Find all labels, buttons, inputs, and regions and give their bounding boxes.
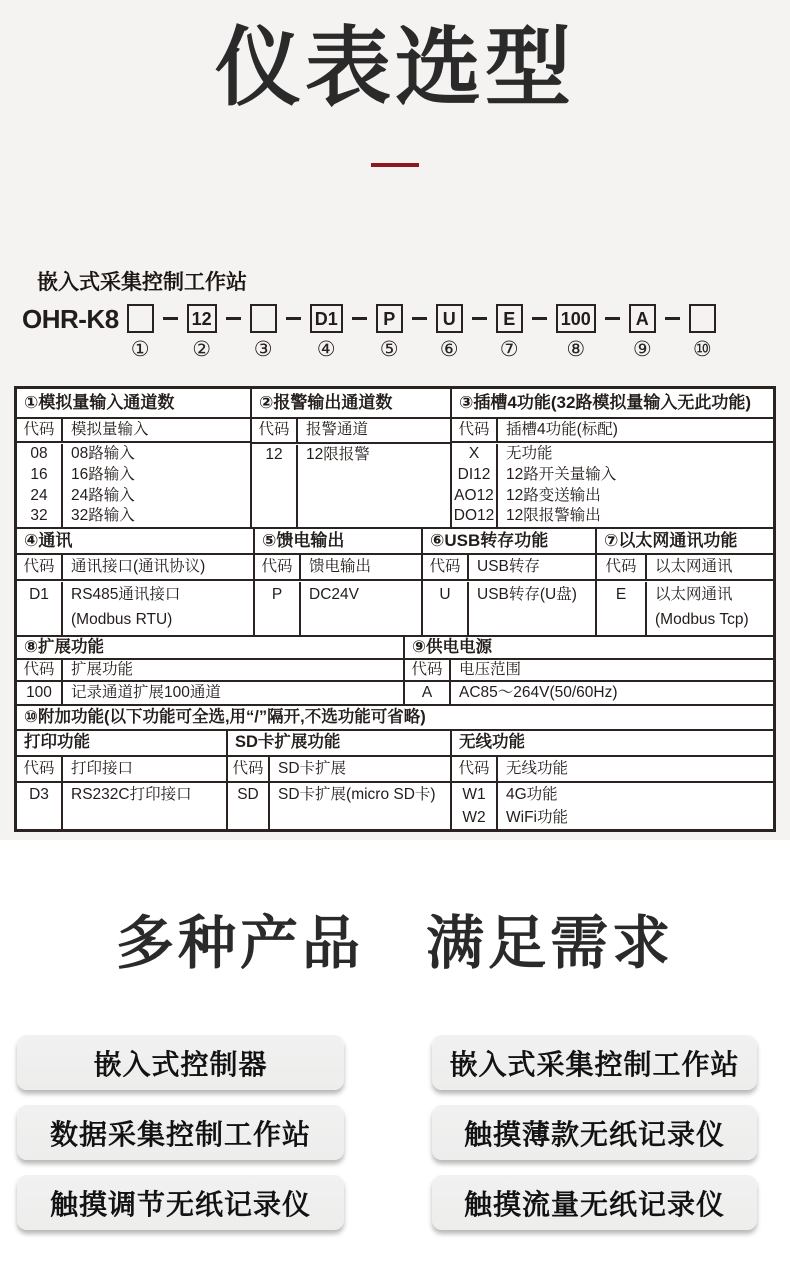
desc-cell: 12路开关量输入 — [506, 465, 617, 483]
column-header-row — [452, 419, 773, 444]
model-segment-1 — [127, 304, 154, 360]
model-box-5: P — [376, 304, 403, 333]
section-title: ①模拟量输入通道数 — [17, 389, 250, 419]
dash-separator — [286, 304, 301, 333]
code-column-header: 代码 — [17, 419, 63, 442]
model-box-1 — [127, 304, 154, 333]
section-title: ⑤馈电输出 — [255, 529, 421, 555]
column-header-row — [17, 757, 226, 783]
section-body — [252, 444, 450, 527]
section-analog-input — [17, 389, 252, 527]
code-column — [228, 783, 270, 829]
code-column-header: 代码 — [252, 419, 298, 442]
section-body — [255, 581, 421, 635]
section-body — [405, 682, 773, 704]
section-feed-output — [255, 529, 423, 635]
code-column-header: 代码 — [452, 757, 498, 781]
desc-cell: 08路输入 — [71, 445, 135, 463]
desc-cell: 12路变送输出 — [506, 486, 601, 504]
desc-cell: 无功能 — [506, 445, 553, 463]
code-cell: X — [468, 445, 480, 463]
desc-column-header: 插槽4功能(标配) — [506, 420, 618, 438]
model-index-6: ⑥ — [439, 338, 459, 361]
section-body — [17, 682, 403, 704]
section-title: ④通讯 — [17, 529, 253, 555]
model-index-3: ③ — [253, 338, 273, 361]
code-column-header: 代码 — [228, 757, 270, 781]
model-box-4: D1 — [310, 304, 343, 333]
code-column — [17, 682, 63, 704]
desc-cell-line2: (Modbus Tcp) — [655, 611, 749, 628]
desc-column — [498, 444, 773, 527]
column-header-row — [452, 757, 773, 783]
model-family-label: 嵌入式采集控制工作站 — [37, 271, 247, 294]
title-divider — [371, 163, 419, 167]
section-title: ⑨供电电源 — [405, 637, 773, 660]
desc-column-header: 打印接口 — [71, 760, 134, 777]
model-segment-2 — [187, 304, 217, 360]
desc-cell: 32路输入 — [71, 507, 135, 525]
model-box-8: 100 — [556, 304, 596, 333]
dash-separator — [472, 304, 487, 333]
code-column — [423, 582, 469, 635]
desc-cell: 记录通道扩展100通道 — [71, 684, 221, 701]
model-prefix: OHR-K8 — [22, 304, 119, 334]
table-band-1 — [17, 389, 773, 529]
code-column-header: 代码 — [405, 660, 451, 680]
products-title: 多种产品 满足需求 — [115, 911, 674, 976]
code-column — [252, 445, 298, 527]
code-column — [452, 783, 498, 829]
column-header-row — [17, 555, 253, 581]
desc-cell: 12限报警 — [306, 446, 370, 463]
dash-separator — [605, 304, 620, 333]
code-column — [17, 783, 63, 829]
dash-separator — [352, 304, 367, 333]
column-header-row — [597, 555, 773, 581]
section-body — [597, 581, 773, 635]
desc-column — [270, 783, 450, 829]
desc-cell: 4G功能 — [506, 786, 558, 803]
section-print-function — [17, 731, 228, 829]
code-column — [405, 682, 451, 704]
code-cell: AO12 — [454, 486, 494, 504]
code-cell: U — [439, 586, 451, 603]
product-button-touch-control-paperless-recorder[interactable]: 触摸调节无纸记录仪 — [17, 1175, 344, 1230]
code-cell: D3 — [29, 786, 49, 803]
desc-column — [298, 445, 450, 527]
desc-column-header: 以太网通讯 — [655, 558, 733, 575]
section-title: 无线功能 — [452, 731, 773, 757]
model-segment-8 — [556, 304, 596, 360]
desc-column-header: SD卡扩展 — [278, 760, 347, 777]
desc-column — [301, 582, 421, 635]
column-header-row — [17, 419, 250, 444]
dash-separator — [532, 304, 547, 333]
desc-cell: 以太网通讯 — [655, 586, 733, 603]
model-index-10: ⑩ — [692, 338, 712, 361]
desc-cell: 24路输入 — [71, 486, 135, 504]
section-usb-transfer — [423, 529, 597, 635]
code-cell: D1 — [29, 586, 49, 603]
code-cell: DO12 — [453, 507, 495, 525]
code-cell: A — [421, 684, 433, 701]
column-header-row — [255, 555, 421, 581]
desc-cell: WiFi功能 — [506, 809, 568, 826]
desc-column — [63, 582, 253, 635]
section-wireless — [452, 731, 773, 829]
section-body — [423, 581, 595, 635]
desc-column — [63, 444, 250, 527]
code-cell: E — [615, 586, 627, 603]
product-button-touch-flow-paperless-recorder[interactable]: 触摸流量无纸记录仪 — [432, 1175, 757, 1230]
model-segment-5 — [376, 304, 403, 360]
dash-separator — [665, 304, 680, 333]
product-button-embedded-acquisition-workstation[interactable]: 嵌入式采集控制工作站 — [432, 1035, 757, 1090]
code-cell: 16 — [30, 465, 48, 483]
additional-functions-title: ⑩附加功能(以下功能可全选,用“/”隔开,不选功能可省略) — [17, 706, 773, 731]
section-title: ⑥USB转存功能 — [423, 529, 595, 555]
desc-column-header: 电压范围 — [459, 661, 522, 678]
desc-column-header: 通讯接口(通讯协议) — [71, 558, 206, 575]
section-title: ⑦以太网通讯功能 — [597, 529, 773, 555]
desc-column — [63, 783, 226, 829]
desc-cell: RS485通讯接口 — [71, 586, 181, 603]
section-title: ②报警输出通道数 — [252, 389, 450, 419]
code-column — [17, 582, 63, 635]
desc-column — [469, 582, 595, 635]
desc-column — [647, 582, 773, 635]
column-header-row — [252, 419, 450, 444]
desc-column-header: 馈电输出 — [309, 558, 372, 575]
desc-cell-line2: (Modbus RTU) — [71, 611, 173, 628]
product-button-touch-slim-paperless-recorder[interactable]: 触摸薄款无纸记录仪 — [432, 1105, 757, 1160]
code-column — [452, 444, 498, 527]
section-body — [452, 783, 773, 829]
code-cell: 32 — [30, 507, 48, 525]
model-segment-10 — [689, 304, 716, 360]
section-expansion — [17, 637, 405, 704]
model-index-8: ⑧ — [566, 338, 586, 361]
column-header-row — [17, 660, 403, 682]
code-cell: SD — [237, 786, 259, 803]
code-column-header: 代码 — [255, 555, 301, 579]
dash-separator — [163, 304, 178, 333]
section-body — [452, 443, 773, 527]
model-box-9: A — [629, 304, 656, 333]
table-band-2 — [17, 529, 773, 637]
section-title: ⑧扩展功能 — [17, 637, 403, 660]
model-segment-9 — [629, 304, 656, 360]
model-segment-4 — [310, 304, 343, 360]
code-cell: DI12 — [457, 465, 491, 483]
desc-cell: 12限报警输出 — [506, 507, 601, 525]
code-cell: P — [271, 586, 283, 603]
desc-column — [63, 682, 403, 704]
model-index-9: ⑨ — [632, 338, 652, 361]
code-column — [255, 582, 301, 635]
section-communication — [17, 529, 255, 635]
section-title: SD卡扩展功能 — [228, 731, 450, 757]
section-title: ③插槽4功能(32路模拟量输入无此功能) — [452, 389, 773, 419]
code-cell: 12 — [265, 446, 283, 463]
model-segment-3 — [250, 304, 277, 360]
desc-column — [498, 783, 773, 829]
products-section — [0, 840, 790, 1230]
desc-cell: DC24V — [309, 586, 359, 603]
section-sd-card — [228, 731, 452, 829]
section-ethernet — [597, 529, 773, 635]
model-segment-6 — [436, 304, 463, 360]
dash-separator — [412, 304, 427, 333]
desc-cell: AC85～264V(50/60Hz) — [459, 684, 618, 701]
section-power-supply — [405, 637, 773, 704]
model-box-6: U — [436, 304, 463, 333]
code-column — [597, 582, 647, 635]
model-index-4: ④ — [316, 338, 336, 361]
model-box-3 — [250, 304, 277, 333]
desc-column-header: 报警通道 — [306, 421, 369, 438]
table-band-4 — [17, 731, 773, 829]
desc-column — [451, 682, 773, 704]
product-button-embedded-controller[interactable]: 嵌入式控制器 — [17, 1035, 344, 1090]
model-box-7: E — [496, 304, 523, 333]
code-cell: 24 — [30, 486, 48, 504]
model-box-10 — [689, 304, 716, 333]
column-header-row — [423, 555, 595, 581]
model-code-row — [22, 304, 790, 360]
code-cell: 100 — [26, 684, 52, 701]
model-box-2: 12 — [187, 304, 217, 333]
section-slot4-function — [452, 389, 773, 527]
code-column-header: 代码 — [597, 555, 647, 579]
desc-column-header: 模拟量输入 — [71, 420, 149, 438]
dash-separator — [226, 304, 241, 333]
desc-cell: USB转存(U盘) — [477, 586, 577, 603]
desc-cell: 16路输入 — [71, 465, 135, 483]
column-header-row — [228, 757, 450, 783]
desc-column-header: 无线功能 — [506, 760, 569, 777]
section-body — [17, 581, 253, 635]
column-header-row — [405, 660, 773, 682]
model-segment-7 — [496, 304, 523, 360]
model-index-1: ① — [130, 338, 150, 361]
code-column-header: 代码 — [17, 555, 63, 579]
code-cell: W2 — [462, 809, 486, 826]
code-cell: W1 — [462, 786, 486, 803]
code-column-header: 代码 — [17, 660, 63, 680]
section-body — [17, 783, 226, 829]
section-body — [17, 443, 250, 527]
code-cell: 08 — [30, 445, 48, 463]
desc-cell: SD卡扩展(micro SD卡) — [278, 786, 436, 803]
desc-column-header: USB转存 — [477, 558, 540, 575]
product-button-data-acquisition-workstation[interactable]: 数据采集控制工作站 — [17, 1105, 344, 1160]
model-index-5: ⑤ — [379, 338, 399, 361]
section-alarm-output — [252, 389, 452, 527]
code-column — [17, 444, 63, 527]
section-body — [228, 783, 450, 829]
desc-cell: RS232C打印接口 — [71, 786, 192, 803]
code-column-header: 代码 — [452, 419, 498, 442]
product-button-grid — [17, 1035, 790, 1230]
code-column-header: 代码 — [17, 757, 63, 781]
model-index-7: ⑦ — [499, 338, 519, 361]
page-title: 仪表选型 — [215, 20, 575, 116]
table-band-3 — [17, 637, 773, 706]
code-column-header: 代码 — [423, 555, 469, 579]
selection-table — [14, 386, 776, 832]
desc-column-header: 扩展功能 — [71, 661, 134, 678]
model-index-2: ② — [192, 338, 212, 361]
section-title: 打印功能 — [17, 731, 226, 757]
